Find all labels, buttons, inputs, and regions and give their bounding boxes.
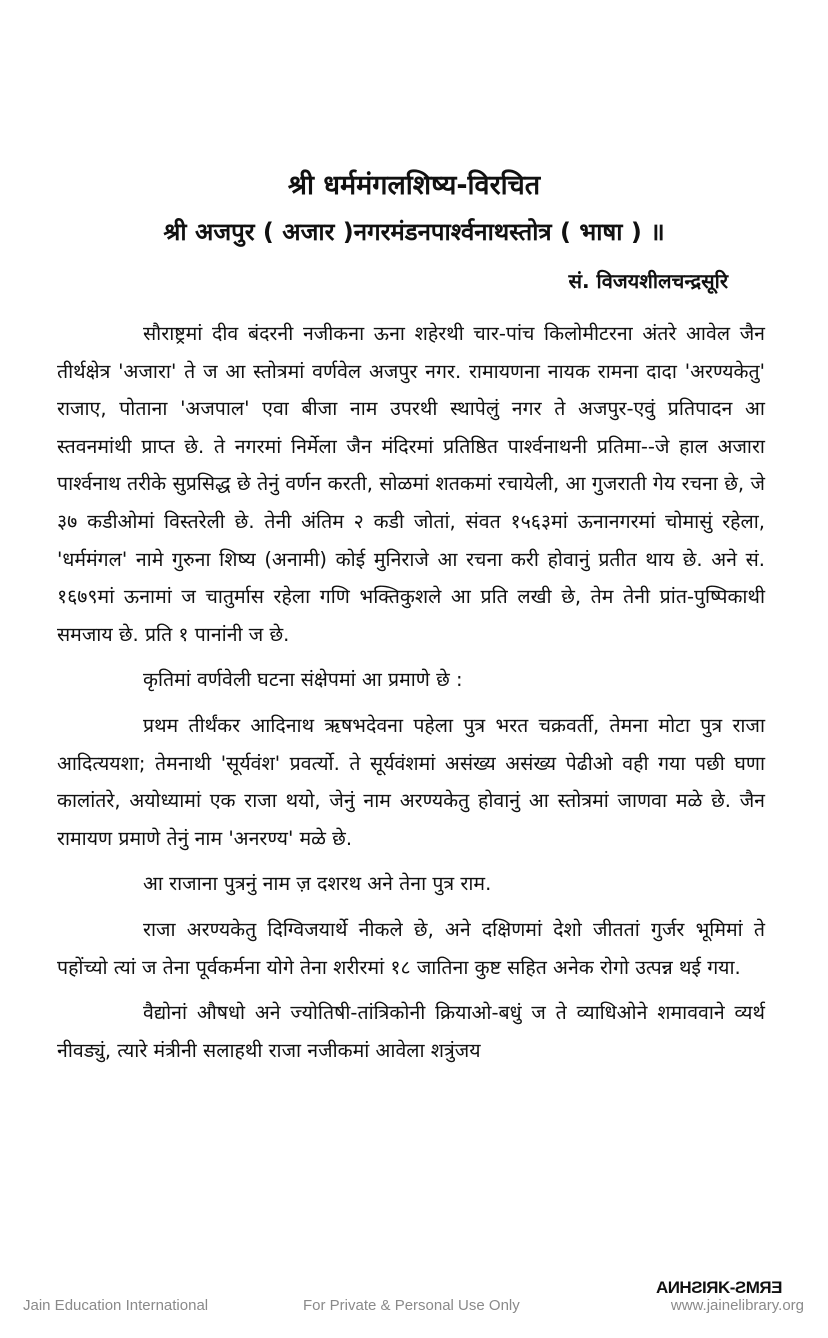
paragraph-summary-heading: कृतिमां वर्णवेली घटना संक्षेपमां आ प्रमाणे छे :: [143, 668, 463, 692]
paragraph-dasharatha: आ राजाना पुत्रनुं नाम ज़ दशरथ अने तेना पुत्र राम.: [143, 872, 492, 896]
scan-stamp: AИHƧIЯK-ƧMЯƎ: [655, 1278, 782, 1297]
document-subtitle: श्री अजपुर ( अजार )नगरमंडनपार्श्वनाथस्तोत्र ( भाषा ) ॥: [163, 218, 665, 246]
footer-website-link[interactable]: www.jainelibrary.org: [670, 1297, 804, 1314]
paragraph-lineage: प्रथम तीर्थंकर आदिनाथ ऋषभदेवना पहेला पुत्र भरत चक्रवर्ती, तेमना मोटा पुत्र राजा आदित्ययशा; तेमनाथी 'सूर्यवंश' प्रवर्त्यो. ते सूर्यवंशमां असंख्य असंख्य पेढीओ वही गया पछी घणा कालांतरे, अयोध्यामां एक राजा थयो, जेनुं नाम अरण्यकेतु होवानुं आ स्तोत्रमां जाणवा मळे छे. जैन रामायण प्रमाणे तेनुं नाम 'अनरण्य' मळे छे.: [57, 713, 765, 850]
footer-publisher: Jain Education International: [23, 1297, 209, 1314]
editor-credit: सं. विजयशीलचन्द्रसूरि: [568, 269, 728, 293]
paragraph-intro: सौराष्ट्रमां दीव बंदरनी नजीकना ऊना शहेरथी चार-पांच किलोमीटरना अंतरे आवेल जैन तीर्थक्षेत्र 'अजारा' ते ज आ स्तोत्रमां वर्णवेल अजपुर नगर. रामायणना नायक रामना दादा 'अरण्यकेतु' राजाए, पोताना 'अजपाल' एवा बीजा नाम उपरथी स्थापेलुं नगर ते अजपुर-एवुं प्रतिपादन आ स्तवनमांथी प्राप्त छे. ते नगरमां निर्मेला जैन मंदिरमां प्रतिष्ठित पार्श्वनाथनी प्रतिमा--जे हाल अजारा पार्श्वनाथ तरीके सुप्रसिद्ध छे तेनुं वर्णन करती, सोळमां शतकमां रचायेली, आ गुजराती गेय रचना छे, जे ३७ कडीओमां विस्तरेली छे. तेनी अंतिम २ कडी जोतां, संवत १५६३मां ऊनानगरमां चोमासुं रहेला, 'धर्ममंगल' नामे गुरुना शिष्य (अनामी) कोई मुनिराजे आ रचना करी होवानुं प्रतीत थाय छे. अने सं. १६७९मां ऊनामां ज चातुर्मास रहेला गणि भक्तिकुशले आ प्रति लखी छे, तेम तेनी प्रांत-पुष्पिकाथी समजाय छे. प्रति १ पानांनी ज छे.: [57, 322, 765, 646]
paragraph-conquest: राजा अरण्यकेतु दिग्विजयार्थे नीकले छे, अने दक्षिणमां देशो जीततां गुर्जर भूमिमां ते पहोंच्यो त्यां ज तेना पूर्वकर्मना योगे तेना शरीरमां १८ जातिना कुष्ट सहित अनेक रोगो उत्पन्न थई गया.: [57, 917, 765, 979]
footer-usage-notice: For Private & Personal Use Only: [303, 1297, 520, 1314]
page-footer: [0, 1297, 828, 1321]
document-title: श्री धर्ममंगलशिष्य-विरचित: [287, 170, 541, 201]
paragraph-remedies: वैद्योनां औषधो अने ज्योतिषी-तांत्रिकोनी क्रियाओ-बधुं ज ते व्याधिओने शमाववाने व्यर्थ नीवड्युं, त्यारे मंत्रीनी सलाहथी राजा नजीकमां आवेला शत्रुंजय: [57, 1001, 765, 1062]
document-body: [57, 315, 765, 1069]
